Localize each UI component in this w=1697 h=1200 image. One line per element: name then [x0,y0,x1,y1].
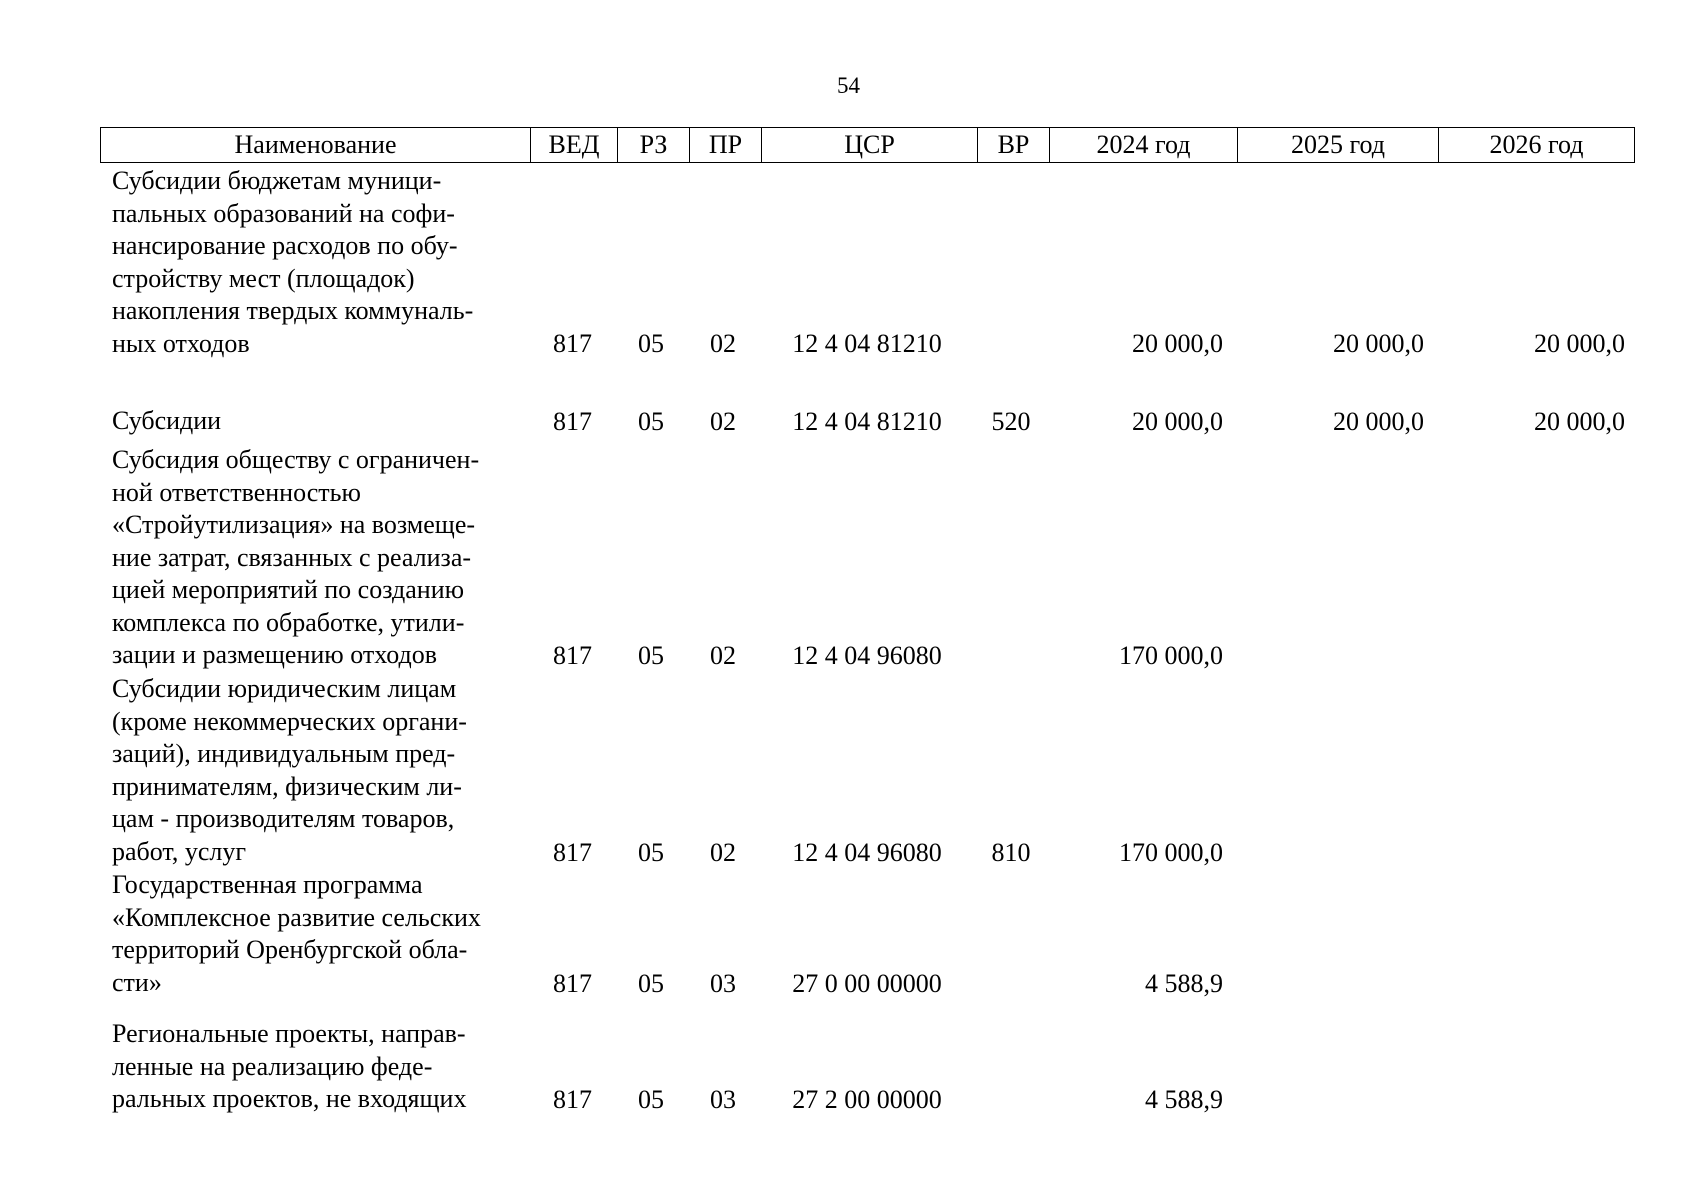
table-row [0,444,1697,672]
header-2024: 2024 год [1050,128,1238,163]
row-name: Субсидии [112,406,222,435]
row-ved: 817 [553,640,592,670]
row-name: Субсидии бюджетам муници- пальных образований на софи- нансирование расходов по обу- стройству мест (площадок) накопления твердых коммуналь- ных отходов [112,166,474,358]
row-ved: 817 [553,968,592,998]
row-rz: 05 [638,1084,664,1114]
row-amount-2024: 4 588,9 [1145,1084,1223,1114]
row-rz: 05 [638,640,664,670]
table-row [0,673,1697,869]
header-2026: 2026 год [1439,128,1635,163]
row-name: Государственная программа «Комплексное развитие сельских территорий Оренбургской обла- сти» [112,870,481,997]
row-csr: 12 4 04 96080 [792,640,942,670]
header-name: Наименование [101,128,531,163]
row-rz: 05 [638,406,664,436]
row-amount-2024: 20 000,0 [1132,406,1223,436]
row-vr: 810 [991,837,1031,867]
page-number: 54 [837,73,860,98]
row-ved: 817 [553,1084,592,1114]
table-row [0,869,1697,1000]
row-name: Региональные проекты, направ- ленные на реализацию феде- ральных проектов, не входящих [112,1019,467,1113]
row-ved: 817 [553,328,592,358]
row-amount-2024: 170 000,0 [1119,640,1223,670]
row-rz: 05 [638,837,664,867]
row-pr: 02 [710,406,736,436]
row-csr: 12 4 04 96080 [792,837,942,867]
header-rz: РЗ [618,128,690,163]
row-pr: 03 [710,1084,736,1114]
row-rz: 05 [638,968,664,998]
header-vr: ВР [978,128,1050,163]
row-vr: 520 [991,406,1031,436]
row-rz: 05 [638,328,664,358]
header-ved: ВЕД [531,128,618,163]
table-row [0,165,1697,360]
header-2025: 2025 год [1238,128,1439,163]
row-pr: 03 [710,968,736,998]
table-row [0,1018,1697,1116]
row-amount-2024: 20 000,0 [1132,328,1223,358]
table-header [100,127,1635,163]
row-pr: 02 [710,640,736,670]
row-pr: 02 [710,837,736,867]
row-amount-2026: 20 000,0 [1534,328,1625,358]
row-ved: 817 [553,406,592,436]
table-row [0,405,1697,438]
row-name: Субсидии юридическим лицам (кроме некоммерческих органи- заций), индивидуальным пред- принимателям, физическим ли- цам - производителям товаров, работ, услуг [112,674,467,866]
row-csr: 27 2 00 00000 [792,1084,942,1114]
row-csr: 27 0 00 00000 [792,968,942,998]
header-pr: ПР [690,128,762,163]
row-ved: 817 [553,837,592,867]
row-amount-2024: 4 588,9 [1145,968,1223,998]
row-amount-2026: 20 000,0 [1534,406,1625,436]
row-pr: 02 [710,328,736,358]
row-csr: 12 4 04 81210 [792,328,942,358]
row-amount-2025: 20 000,0 [1333,328,1424,358]
header-csr: ЦСР [762,128,978,163]
row-amount-2024: 170 000,0 [1119,837,1223,867]
row-name: Субсидия обществу с ограничен- ной ответственностью «Стройутилизация» на возмеще- ние затрат, связанных с реализа- цией мероприятий по созданию комплекса по обработке, утили- зации и размещению отходов [112,445,480,669]
row-amount-2025: 20 000,0 [1333,406,1424,436]
row-csr: 12 4 04 81210 [792,406,942,436]
